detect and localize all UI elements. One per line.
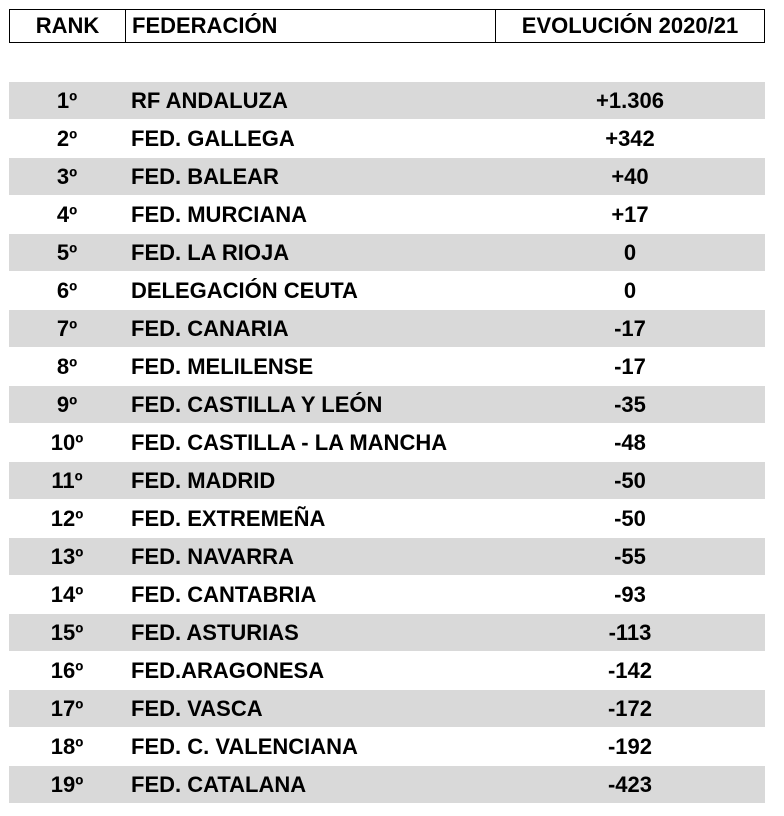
federation-name-cell: DELEGACIÓN CEUTA [131, 277, 358, 303]
table-row [9, 576, 765, 614]
evolution-value-cell: -55 [614, 543, 646, 569]
federation-name-cell: FED. CATALANA [131, 771, 307, 797]
rank-cell: 15º [50, 619, 84, 645]
federation-name-cell: FED. CANTABRIA [131, 581, 317, 607]
evolution-value-cell: 0 [623, 239, 637, 265]
table-row [9, 424, 765, 462]
federation-name-cell: FED. BALEAR [131, 163, 279, 189]
rank-cell: 19º [50, 771, 84, 797]
rank-cell: 14º [50, 581, 84, 607]
evolution-value-cell: 0 [623, 277, 637, 303]
rank-cell: 11º [51, 467, 83, 493]
rank-cell: 9º [56, 391, 78, 417]
table-row [9, 120, 765, 158]
table-row [9, 500, 765, 538]
federation-name-cell: FED. C. VALENCIANA [131, 733, 358, 759]
federation-name-cell: FED. VASCA [131, 695, 263, 721]
federation-name-cell: FED. CASTILLA - LA MANCHA [131, 429, 448, 455]
federation-name-cell: FED. CASTILLA Y LEÓN [131, 391, 383, 417]
rank-cell: 1º [56, 87, 78, 113]
federation-name-cell: FED. NAVARRA [131, 543, 294, 569]
federation-name-cell: RF ANDALUZA [131, 87, 288, 113]
rank-cell: 6º [56, 277, 78, 303]
evolution-value-cell: -35 [614, 391, 646, 417]
table-row [9, 82, 765, 120]
federation-name-cell: FED. MURCIANA [131, 201, 307, 227]
rank-cell: 8º [56, 353, 78, 379]
federation-name-cell: FED. ASTURIAS [131, 619, 299, 645]
rank-cell: 2º [56, 125, 78, 151]
table-row [9, 272, 765, 310]
table-row [9, 728, 765, 766]
rank-cell: 16º [50, 657, 84, 683]
table-header [9, 9, 765, 43]
rank-cell: 12º [50, 505, 84, 531]
evolution-value-cell: +17 [611, 201, 649, 227]
evolution-value-cell: -192 [607, 733, 653, 759]
table-row [9, 310, 765, 348]
federation-name-cell: FED. GALLEGA [131, 125, 295, 151]
rank-cell: 13º [50, 543, 84, 569]
federation-name-cell: FED. MELILENSE [131, 353, 314, 379]
evolution-value-cell: -50 [614, 467, 646, 493]
header-rank: RANK [10, 10, 126, 42]
federation-name-cell: FED. MADRID [131, 467, 276, 493]
federation-name-cell: FED. CANARIA [131, 315, 289, 341]
rank-cell: 5º [56, 239, 78, 265]
rank-cell: 7º [56, 315, 78, 341]
rank-cell: 3º [56, 163, 78, 189]
federation-name-cell: FED. LA RIOJA [131, 239, 290, 265]
federation-name-cell: FED. EXTREMEÑA [131, 505, 326, 531]
table-row [9, 652, 765, 690]
table-row [9, 196, 765, 234]
rank-cell: 17º [50, 695, 84, 721]
table-row [9, 234, 765, 272]
header-evolucion: EVOLUCIÓN 2020/21 [521, 13, 739, 38]
evolution-value-cell: -50 [614, 505, 646, 531]
rank-cell: 4º [56, 201, 78, 227]
evolution-value-cell: -172 [607, 695, 653, 721]
evolution-value-cell: -17 [614, 315, 646, 341]
rank-cell: 18º [50, 733, 84, 759]
table-row [9, 386, 765, 424]
rank-cell: 10º [50, 429, 84, 455]
header-federacion: FEDERACIÓN [126, 10, 496, 42]
evolution-value-cell: +342 [605, 125, 655, 151]
ranking-table-body [9, 82, 765, 804]
federation-name-cell: FED.ARAGONESA [131, 657, 325, 683]
table-row [9, 766, 765, 804]
evolution-value-cell: -142 [607, 657, 653, 683]
table-row [9, 462, 765, 500]
table-row [9, 614, 765, 652]
evolution-value-cell: -17 [614, 353, 646, 379]
evolution-value-cell: -93 [614, 581, 646, 607]
evolution-value-cell: +40 [611, 163, 649, 189]
table-row [9, 348, 765, 386]
table-row [9, 158, 765, 196]
evolution-value-cell: -423 [607, 771, 653, 797]
table-row [9, 538, 765, 576]
evolution-value-cell: +1.306 [596, 87, 664, 113]
evolution-value-cell: -113 [608, 619, 652, 645]
evolution-value-cell: -48 [614, 429, 646, 455]
table-row [9, 690, 765, 728]
